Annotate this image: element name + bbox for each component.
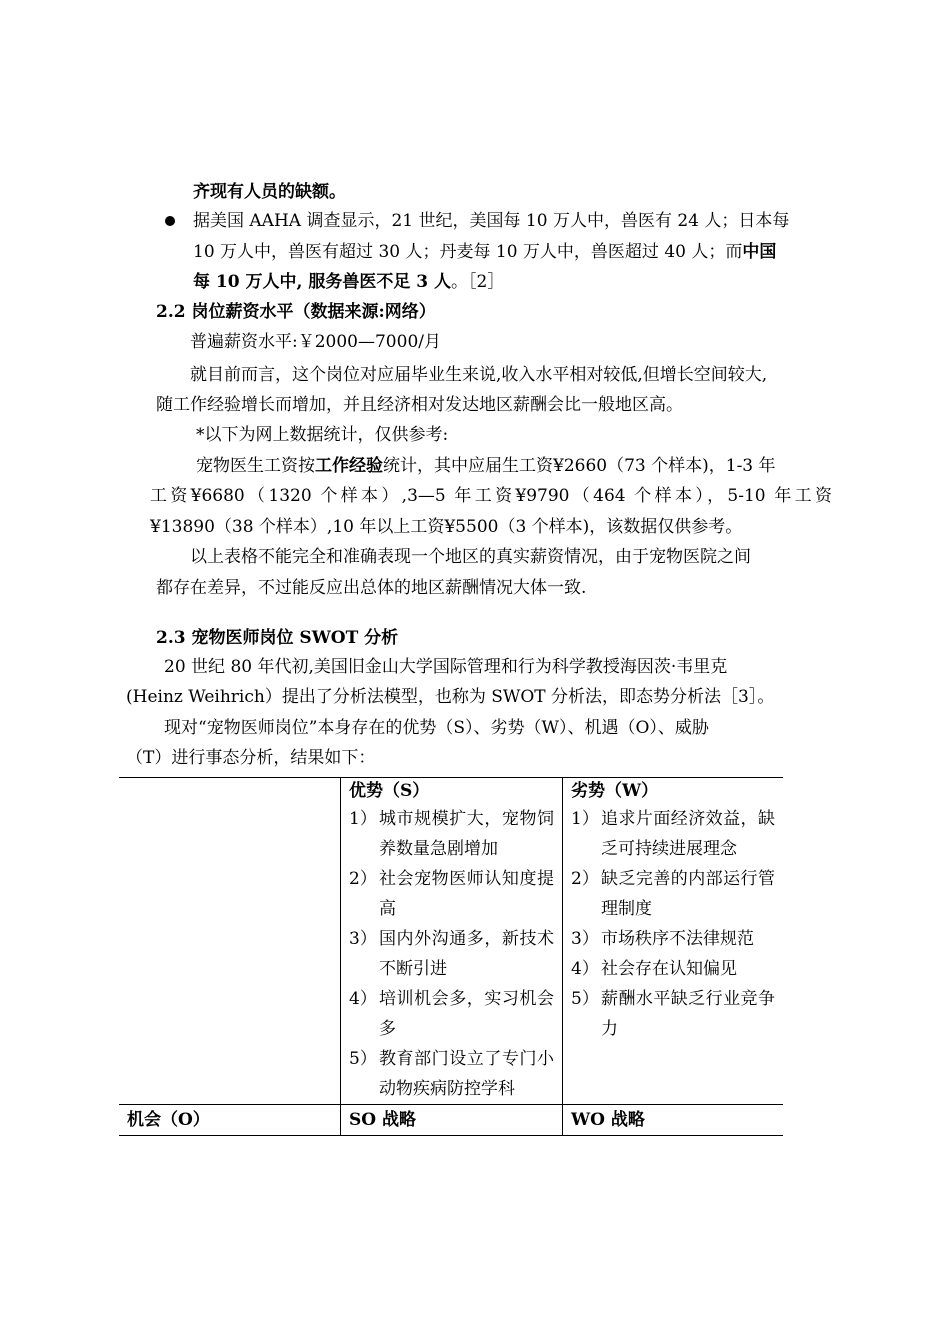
bullet-text-bold: 中国 (742, 242, 777, 262)
bullet-text-part: 10 万人中，兽医有超过 30 人；丹麦每 10 万人中，兽医超过 40 人；而 (193, 242, 743, 262)
paragraph-line: 以上表格不能完全和准确表现一个地区的真实薪资情况，由于宠物医院之间 (190, 547, 751, 567)
paragraph-line: ¥13890（38 个样本）,10 年以上工资¥5500（3 个样本)，该数据仅供参考。 (150, 517, 743, 537)
strengths-list (349, 804, 554, 1104)
w-item-text: 薪酬水平缺乏行业竞争力 (601, 989, 775, 1039)
w-item-number: 4） (571, 959, 599, 979)
bullet-text-bold: 每 10 万人中, 服务兽医不足 3 人 (193, 272, 451, 292)
w-item-number: 5） (571, 989, 599, 1009)
w-item-number: 1） (571, 809, 599, 829)
section-heading-2-2: 2.2 岗位薪资水平（数据来源:网络） (156, 302, 436, 322)
s-item-number: 3） (349, 929, 377, 949)
paragraph-line: 都存在差异，不过能反应出总体的地区薪酬情况大体一致. (156, 578, 587, 598)
w-item (571, 924, 775, 954)
w-item-text: 缺乏完善的内部运行管理制度 (601, 869, 775, 919)
w-item-number: 2） (571, 869, 599, 889)
s-item-text: 社会宠物医师认知度提高 (379, 869, 554, 919)
w-item-number: 3） (571, 929, 599, 949)
paragraph-line: (Heinz Weihrich）提出了分析法模型，也称为 SWOT 分析法，即态势分析法［3］。 (126, 687, 775, 707)
paragraph-line: （T）进行事态分析，结果如下： (126, 748, 376, 768)
w-item (571, 954, 775, 984)
bullet-icon (165, 216, 175, 226)
text-part: 统计，其中应届生工资¥2660（73 个样本)，1-3 年 (383, 456, 776, 476)
bullet-text-line-2 (193, 241, 776, 263)
wo-strategy-label: WO 战略 (563, 1105, 784, 1136)
w-item (571, 864, 775, 924)
table-row (119, 778, 783, 1105)
w-item (571, 804, 775, 864)
paragraph-line: 普遍薪资水平:￥2000—7000/月 (190, 332, 441, 352)
swot-table (119, 777, 783, 1136)
w-item (571, 984, 775, 1044)
w-item-text: 追求片面经济效益，缺乏可持续进展理念 (601, 809, 775, 859)
paragraph-line: 20 世纪 80 年代初,美国旧金山大学国际管理和行为科学教授海因茨·韦里克 (164, 657, 728, 677)
table-cell-empty (119, 778, 341, 1105)
paragraph-line: *以下为网上数据统计，仅供参考: (196, 425, 449, 445)
strengths-header: 优势（S） (349, 781, 430, 801)
text-part: 宠物医生工资按 (196, 456, 315, 476)
s-item (349, 864, 554, 924)
text-bold: 工作经验 (315, 456, 383, 476)
s-item-text: 培训机会多，实习机会多 (379, 989, 554, 1039)
table-row (119, 1105, 783, 1136)
w-item-text: 社会存在认知偏见 (601, 959, 737, 979)
s-item-number: 1） (349, 809, 377, 829)
s-item (349, 984, 554, 1044)
bullet-text-line-1: 据美国 AAHA 调查显示，21 世纪，美国每 10 万人中，兽医有 24 人；日本每 (193, 211, 790, 231)
so-strategy-label: SO 战略 (341, 1105, 563, 1136)
section-heading-2-3: 2.3 宠物医师岗位 SWOT 分析 (156, 628, 399, 648)
s-item-text: 教育部门设立了专门小动物疾病防控学科 (379, 1049, 554, 1099)
weaknesses-list (571, 804, 775, 1044)
opportunities-label: 机会（O） (119, 1105, 341, 1136)
paragraph-line (196, 455, 776, 477)
paragraph-line: 就目前而言，这个岗位对应届毕业生来说,收入水平相对较低,但增长空间较大, (190, 365, 768, 385)
s-item-text: 城市规模扩大，宠物饲养数量急剧增加 (379, 809, 554, 859)
paragraph-line: 工资¥6680（1320 个样本）,3—5 年工资¥9790（464 个样本），5-10 年工资 (150, 486, 832, 506)
weaknesses-cell (563, 778, 784, 1105)
bullet-text-line-3 (193, 271, 504, 293)
weaknesses-header: 劣势（W） (571, 781, 659, 801)
paragraph-line: 现对“宠物医师岗位”本身存在的优势（S）、劣势（W）、机遇（O）、威胁 (164, 718, 709, 738)
s-item (349, 804, 554, 864)
w-item-text: 市场秩序不法律规范 (601, 929, 754, 949)
continued-line: 齐现有人员的缺额。 (193, 182, 346, 202)
s-item-number: 5） (349, 1049, 377, 1069)
paragraph-line: 随工作经验增长而增加，并且经济相对发达地区薪酬会比一般地区高。 (156, 395, 683, 415)
s-item (349, 924, 554, 984)
s-item (349, 1044, 554, 1104)
strengths-cell (341, 778, 563, 1105)
s-item-number: 4） (349, 989, 377, 1009)
s-item-text: 国内外沟通多，新技术不断引进 (379, 929, 554, 979)
citation: 。［2］ (451, 272, 505, 292)
s-item-number: 2） (349, 869, 377, 889)
